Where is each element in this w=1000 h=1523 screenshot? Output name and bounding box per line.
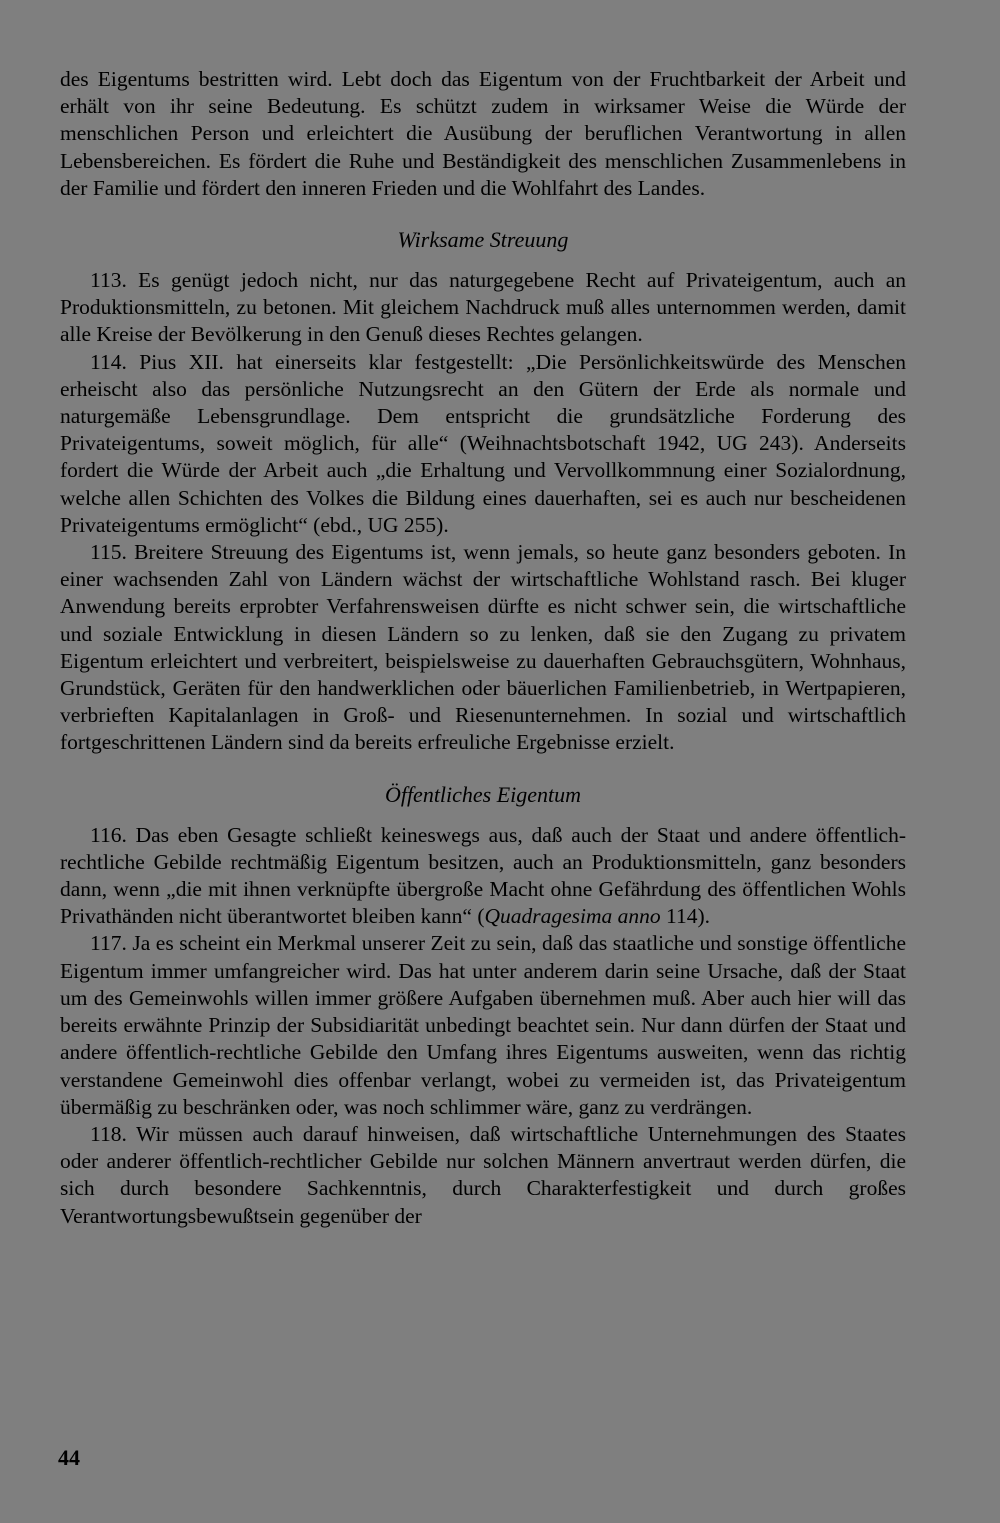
section-heading-oeffentliches-eigentum: Öffentliches Eigentum	[384, 781, 582, 807]
page-body	[60, 66, 906, 1230]
section-heading-wirksame-streuung: Wirksame Streuung	[397, 227, 569, 253]
paragraph-116-text: 116. Das eben Gesagte schließt keineswegs aus, daß auch der Staat und andere öffentlich-rechtliche Gebilde rechtmäßig Eigentum besitzen, auch an Produktionsmitteln, ganz besonders dann, wenn „die mit ihnen verknüpfte übergroße Macht ohne Gefährdung des öffentlichen Wohls Privathänden nicht überantwortet bleiben kann“ (	[60, 822, 906, 929]
paragraph-117: 117. Ja es scheint ein Merkmal unserer Zeit zu sein, daß das staatliche und sonstige öffentliche Eigentum immer umfangreicher wird. Das hat unter anderem darin seine Ursache, daß der Staat um des Gemeinwohls willen immer größere Aufgaben übernehmen muß. Aber auch hier will das bereits erwähnte Prinzip der Subsidiarität unbedingt beachtet sein. Nur dann dürfen der Staat und andere öffentlich-rechtliche Gebilde den Umfang ihres Eigentums ausweiten, wenn das richtig verstandene Gemeinwohl dies offenbar verlangt, wobei zu vermeiden ist, das Privateigentum übermäßig zu beschränken oder, was noch schlimmer wäre, ganz zu verdrängen.	[60, 931, 906, 1119]
intro-paragraph: des Eigentums bestritten wird. Lebt doch das Eigentum von der Fruchtbarkeit der Arbeit und erhält von ihr seine Bedeutung. Es schützt zudem in wirksamer Weise die Würde der menschlichen Person und erleichtert die Ausübung der beruflichen Verantwortung in allen Lebensbereichen. Es fördert die Ruhe und Beständigkeit des menschlichen Zusammenlebens in der Familie und fördert den inneren Frieden und die Wohlfahrt des Landes.	[60, 67, 906, 200]
paragraph-118: 118. Wir müssen auch darauf hinweisen, daß wirtschaftliche Unternehmungen des Staates oder anderer öffentlich-rechtlicher Gebilde nur solchen Männern anvertraut werden dürfen, die sich durch besondere Sachkenntnis, durch Charakterfestigkeit und durch großes Verantwortungsbewußtsein gegenüber der	[60, 1121, 906, 1228]
paragraph-113: 113. Es genügt jedoch nicht, nur das naturgegebene Recht auf Privateigentum, auch an Produktionsmitteln, zu betonen. Mit gleichem Nachdruck muß alles unternommen werden, damit alle Kreise der Bevölkerung in den Genuß dieses Rechtes gelangen.	[60, 268, 906, 347]
page-number: 44	[58, 1445, 80, 1470]
citation-title: Quadragesima anno	[484, 904, 661, 929]
paragraph-114: 114. Pius XII. hat einerseits klar festgestellt: „Die Persönlichkeitswürde des Menschen erheischt also das persönliche Nutzungsrecht an den Gütern der Erde als normale und naturgemäße Lebensgrundlage. Dem entspricht die grundsätzliche Forderung des Privateigentums, soweit möglich, für alle“ (Weihnachtsbotschaft 1942, UG 243). Anderseits fordert die Würde der Arbeit auch „die Erhaltung und Vervollkommnung einer Sozialordnung, welche allen Schichten des Volkes die Bildung eines dauerhaften, sei es auch nur bescheidenen Privateigentums ermöglicht“ (ebd., UG 255).	[60, 349, 906, 537]
paragraph-116-end: 114).	[660, 904, 711, 929]
paragraph-116	[60, 822, 906, 931]
paragraph-115: 115. Breitere Streuung des Eigentums ist, wenn jemals, so heute ganz besonders geboten. In einer wachsenden Zahl von Ländern wächst der wirtschaftliche Wohlstand rasch. Bei kluger Anwendung bereits erprobter Verfahrensweisen dürfte es nicht schwer sein, die wirtschaftliche und soziale Entwicklung in diesen Ländern so zu lenken, daß sie den Zugang zu privatem Eigentum erleichtert und verbreitert, beispielsweise zu dauerhaften Gebrauchsgütern, Wohnhaus, Grundstück, Geräten für den handwerklichen oder bäuerlichen Familienbetrieb, in Wertpapieren, verbrieften Kapitalanlagen in Groß- und Riesenunternehmen. In sozial und wirtschaftlich fortgeschrittenen Ländern sind da bereits erfreuliche Ergebnisse erzielt.	[60, 540, 906, 755]
